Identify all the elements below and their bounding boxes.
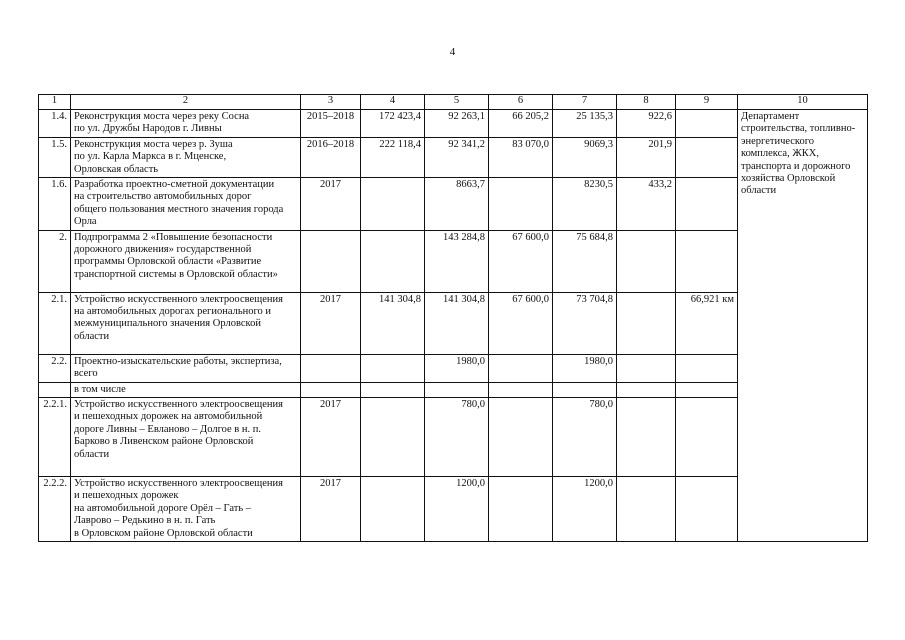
col6-value-cell: 67 600,0: [489, 292, 553, 354]
description-cell: Реконструкция моста через р. Зуша по ул. Карла Маркса в г. Мценске, Орловская область: [71, 137, 301, 177]
col9-value-cell: [676, 110, 738, 138]
col6-value-cell: 67 600,0: [489, 230, 553, 292]
header-cell: 7: [553, 95, 617, 110]
header-cell: 3: [301, 95, 361, 110]
col6-value-cell: [489, 398, 553, 477]
description-cell: Устройство искусственного электроосвещения и пешеходных дорожек на автомобильной дороге Ливны – Евланово – Долгое в н. п. Барково в Ливенском районе Орловской области: [71, 398, 301, 477]
period-cell: 2015–2018: [301, 110, 361, 138]
description-cell: Реконструкция моста через реку Сосна по ул. Дружбы Народов г. Ливны: [71, 110, 301, 138]
col5-value-cell: 92 341,2: [425, 137, 489, 177]
col9-value-cell: [676, 178, 738, 231]
col5-value-cell: 780,0: [425, 398, 489, 477]
header-cell: 1: [39, 95, 71, 110]
col5-value-cell: 1200,0: [425, 477, 489, 542]
col7-value-cell: 9069,3: [553, 137, 617, 177]
col7-value-cell: 25 135,3: [553, 110, 617, 138]
page-number: 4: [449, 46, 456, 58]
row-number-cell: [39, 382, 71, 397]
col7-value-cell: 780,0: [553, 398, 617, 477]
col4-value-cell: 222 118,4: [361, 137, 425, 177]
col9-value-cell: 66,921 км: [676, 292, 738, 354]
description-cell: Подпрограмма 2 «Повышение безопасности дорожного движения» государственной программы Орловской области «Развитие транспортной системы в Орловской области»: [71, 230, 301, 292]
col5-value-cell: 8663,7: [425, 178, 489, 231]
col9-value-cell: [676, 137, 738, 177]
col7-value-cell: 1980,0: [553, 354, 617, 382]
col8-value-cell: [617, 292, 676, 354]
program-table: [38, 94, 868, 542]
col9-value-cell: [676, 398, 738, 477]
description-cell: Разработка проектно-сметной документации на строительство автомобильных дорог общего пользования местного значения города Орла: [71, 178, 301, 231]
col7-value-cell: 75 684,8: [553, 230, 617, 292]
col6-value-cell: 83 070,0: [489, 137, 553, 177]
col6-value-cell: [489, 354, 553, 382]
col6-value-cell: [489, 382, 553, 397]
col5-value-cell: [425, 382, 489, 397]
col7-value-cell: 73 704,8: [553, 292, 617, 354]
col4-value-cell: [361, 398, 425, 477]
row-number-cell: 2.1.: [39, 292, 71, 354]
period-cell: [301, 382, 361, 397]
col4-value-cell: [361, 230, 425, 292]
row-number-cell: 1.4.: [39, 110, 71, 138]
col8-value-cell: 201,9: [617, 137, 676, 177]
row-number-cell: 2.2.: [39, 354, 71, 382]
col9-value-cell: [676, 230, 738, 292]
col7-value-cell: 1200,0: [553, 477, 617, 542]
col9-value-cell: [676, 477, 738, 542]
table-row: [39, 110, 868, 138]
department-cell: Департамент строительства, топливно- энергетического комплекса, ЖКХ, транспорта и дорожного хозяйства Орловской области: [738, 110, 868, 542]
row-number-cell: 2.2.2.: [39, 477, 71, 542]
period-cell: [301, 354, 361, 382]
row-number-cell: 2.2.1.: [39, 398, 71, 477]
period-cell: 2017: [301, 178, 361, 231]
col4-value-cell: 141 304,8: [361, 292, 425, 354]
col8-value-cell: [617, 398, 676, 477]
col8-value-cell: [617, 230, 676, 292]
col8-value-cell: [617, 382, 676, 397]
description-cell: в том числе: [71, 382, 301, 397]
col4-value-cell: [361, 477, 425, 542]
row-number-cell: 2.: [39, 230, 71, 292]
period-cell: 2016–2018: [301, 137, 361, 177]
col6-value-cell: 66 205,2: [489, 110, 553, 138]
header-cell: 9: [676, 95, 738, 110]
description-cell: Устройство искусственного электроосвещения и пешеходных дорожек на автомобильной дороге Орёл – Гать – Лаврово – Редькино в н. п. Гать в Орловском районе Орловской области: [71, 477, 301, 542]
col4-value-cell: [361, 382, 425, 397]
col4-value-cell: 172 423,4: [361, 110, 425, 138]
col8-value-cell: [617, 354, 676, 382]
period-cell: 2017: [301, 398, 361, 477]
col8-value-cell: [617, 477, 676, 542]
period-cell: [301, 230, 361, 292]
col5-value-cell: 141 304,8: [425, 292, 489, 354]
header-cell: 8: [617, 95, 676, 110]
col7-value-cell: [553, 382, 617, 397]
header-cell: 10: [738, 95, 868, 110]
col5-value-cell: 92 263,1: [425, 110, 489, 138]
col6-value-cell: [489, 178, 553, 231]
period-cell: 2017: [301, 477, 361, 542]
col6-value-cell: [489, 477, 553, 542]
col9-value-cell: [676, 354, 738, 382]
row-number-cell: 1.5.: [39, 137, 71, 177]
col5-value-cell: 143 284,8: [425, 230, 489, 292]
description-cell: Проектно-изыскательские работы, экспертиза, всего: [71, 354, 301, 382]
header-cell: 6: [489, 95, 553, 110]
header-cell: 5: [425, 95, 489, 110]
col5-value-cell: 1980,0: [425, 354, 489, 382]
period-cell: 2017: [301, 292, 361, 354]
description-cell: Устройство искусственного электроосвещения на автомобильных дорогах регионального и межмуниципального значения Орловской области: [71, 292, 301, 354]
col9-value-cell: [676, 382, 738, 397]
col8-value-cell: 433,2: [617, 178, 676, 231]
row-number-cell: 1.6.: [39, 178, 71, 231]
header-row: [39, 95, 868, 110]
col4-value-cell: [361, 178, 425, 231]
col8-value-cell: 922,6: [617, 110, 676, 138]
col4-value-cell: [361, 354, 425, 382]
col7-value-cell: 8230,5: [553, 178, 617, 231]
header-cell: 2: [71, 95, 301, 110]
header-cell: 4: [361, 95, 425, 110]
